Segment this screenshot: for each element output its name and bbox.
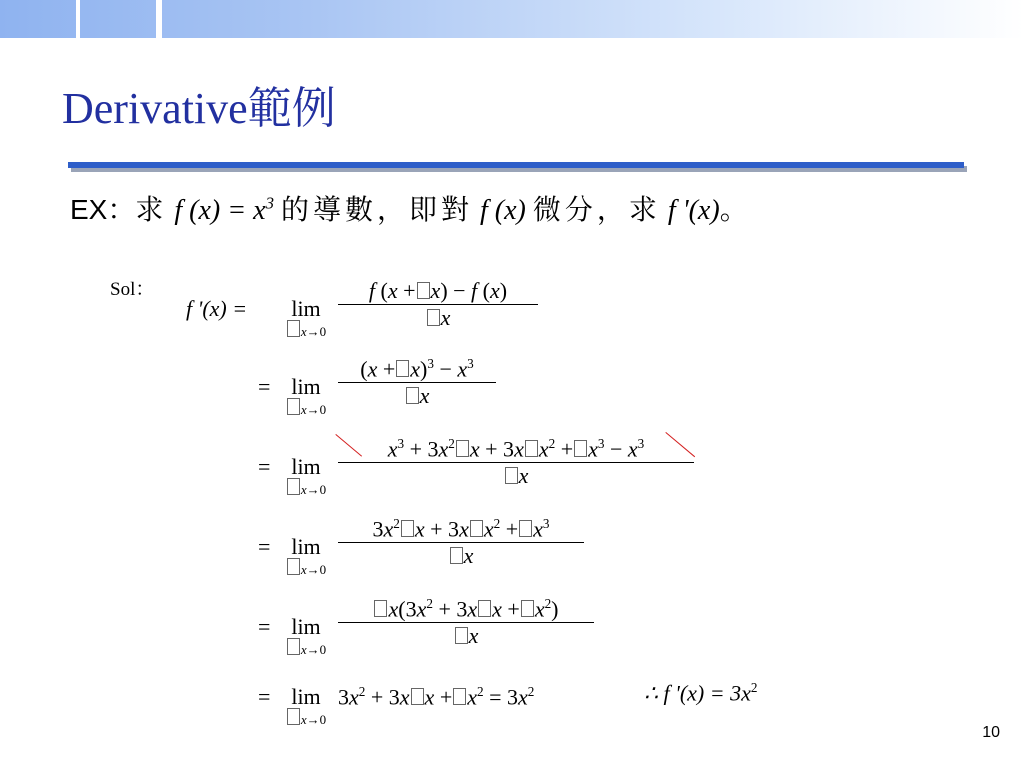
fraction: $x^3 + 3x^2$ x + 3x $x^2 + x^3 - x^3$ x: [338, 436, 694, 489]
derivative-lhs: f '(x) =: [186, 296, 248, 321]
example-prefix: EX：: [70, 194, 136, 225]
bar-divider: [76, 0, 80, 38]
solution-label: Sol：: [110, 279, 155, 300]
limit-operator: lim x→0: [276, 454, 336, 498]
fraction: $(x + x)^3 - x^3$ x: [338, 356, 496, 409]
title-underline: [68, 162, 964, 168]
limit-operator: lim x→0: [276, 684, 336, 728]
limit-operator: lim x→0: [276, 296, 336, 340]
slide-title: Derivative範例: [62, 84, 336, 133]
fraction: $x(3x^2 + 3x$ $x + x^2$) x: [338, 596, 594, 649]
example-mid: 的導數，即對: [280, 193, 473, 226]
final-result: ∴ f '$(x) = 3x^2$: [644, 680, 758, 706]
page-number: 10: [982, 724, 1000, 741]
example-function-2: f (x): [479, 195, 526, 226]
example-ask: 求: [135, 193, 168, 226]
limit-operator: lim x→0: [276, 534, 336, 578]
example-end: 。: [719, 193, 752, 226]
example-function: f $(x) = x^3$: [174, 193, 274, 226]
bar-divider: [156, 0, 162, 38]
example-derivative: f '(x): [667, 195, 720, 226]
difference-quotient: f (x + x) − f (x) x: [338, 278, 538, 331]
example-mid-2: 微分，求: [532, 193, 661, 226]
example-statement: [70, 188, 752, 228]
top-decorative-bar: [0, 0, 1024, 38]
limit-operator: lim x→0: [276, 374, 336, 418]
limit-operator: lim x→0: [276, 614, 336, 658]
fraction: $3x^2$ x + 3x $x^2 + x^3$ x: [338, 516, 584, 569]
